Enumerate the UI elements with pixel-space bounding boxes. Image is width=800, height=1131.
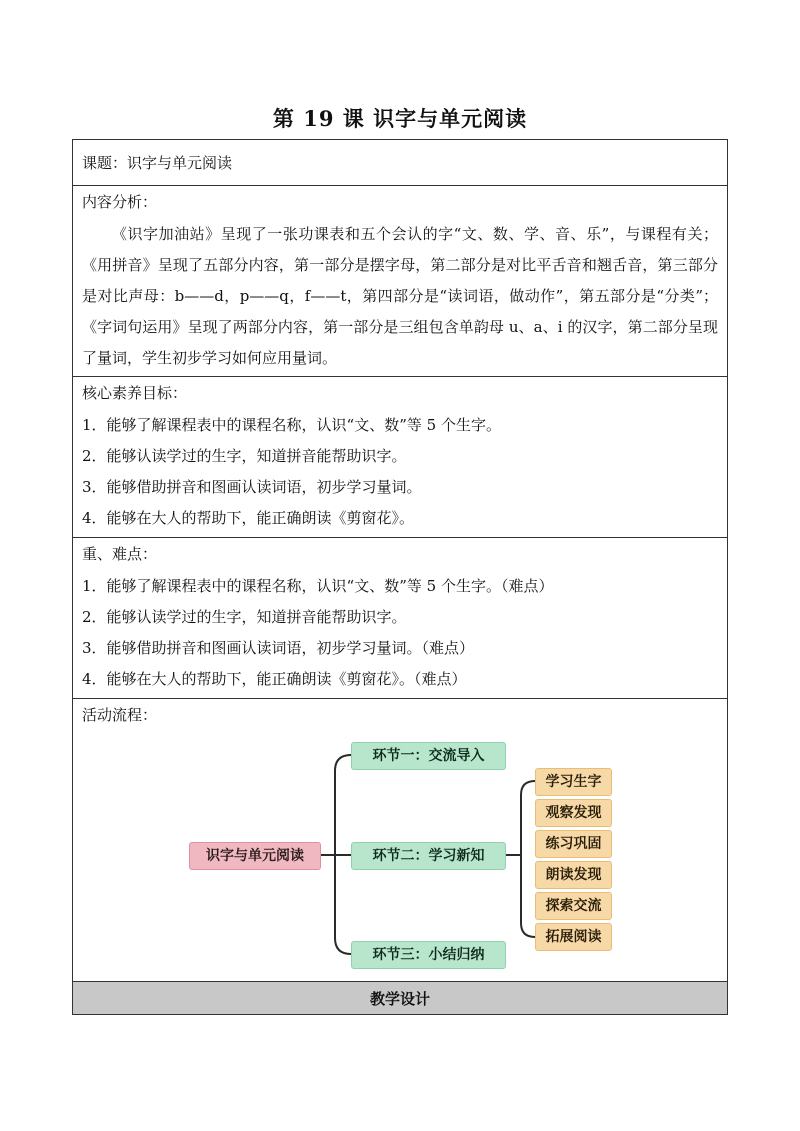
flow-step-box: 观察发现 [535,799,612,827]
flow-row [73,699,728,982]
page-title: 第 19 课 识字与单元阅读 [272,106,528,131]
flow-step-box: 朗读发现 [535,861,612,889]
keypoint-item: 4．能够在大人的帮助下，能正确朗读《剪窗花》。（难点） [82,670,467,688]
step-bracket [521,781,535,937]
flow-step-box: 拓展阅读 [535,923,612,951]
flow-stage-box: 环节一：交流导入 [351,742,506,770]
analysis-label: 内容分析： [82,193,158,211]
flow-stage-box: 环节二：学习新知 [351,842,506,870]
keypoint-item: 2．能够认读学过的生字，知道拼音能帮助识字。 [82,608,407,626]
analysis-row [73,186,728,377]
flow-stage-box: 环节三：小结归纳 [351,941,506,969]
footer-cell: 教学设计 [73,982,728,1015]
flow-step-box: 探索交流 [535,892,612,920]
analysis-cell [73,186,728,377]
lesson-table [72,139,728,1015]
flow-label: 活动流程： [82,706,158,724]
keypoints-label: 重、难点： [82,545,158,563]
analysis-text: 《识字加油站》呈现了一张功课表和五个会认的字“文、数、学、音、乐”，与课程有关；《用拼音》呈现了五部分内容，第一部分是摆字母，第二部分是对比平舌音和翘舌音，第三部分是对比声母：b——d，p——q，f——t，第四部分是“读词语，做动作”，第五部分是“分类”；《字词句运用》呈现了两部分内容，第一部分是三组包含单韵母 u、a、i 的汉字，第二部分呈现了量词，学生初步学习如何应用量词。 [82,225,718,367]
goal-item: 3．能够借助拼音和图画认读词语，初步学习量词。 [82,478,422,496]
footer-row [73,982,728,1015]
goal-item: 2．能够认读学过的生字，知道拼音能帮助识字。 [82,447,407,465]
flow-root-box: 识字与单元阅读 [189,842,321,870]
flow-cell [73,699,728,982]
topic-cell: 课题：识字与单元阅读 [73,140,728,186]
flow-diagram [73,699,728,981]
goal-item: 4．能够在大人的帮助下，能正确朗读《剪窗花》。 [82,509,415,527]
goals-label: 核心素养目标： [82,384,188,402]
flow-step-box: 学习生字 [535,768,612,796]
goal-item: 1．能够了解课程表中的课程名称，认识“文、数”等 5 个生字。 [82,416,501,434]
keypoint-item: 1．能够了解课程表中的课程名称，认识“文、数”等 5 个生字。（难点） [82,577,554,595]
goals-row [73,377,728,538]
keypoints-row [73,538,728,699]
goals-cell [73,377,728,538]
keypoints-cell [73,538,728,699]
flow-step-box: 练习巩固 [535,830,612,858]
topic-row [73,140,728,186]
keypoint-item: 3．能够借助拼音和图画认读词语，初步学习量词。（难点） [82,639,475,657]
